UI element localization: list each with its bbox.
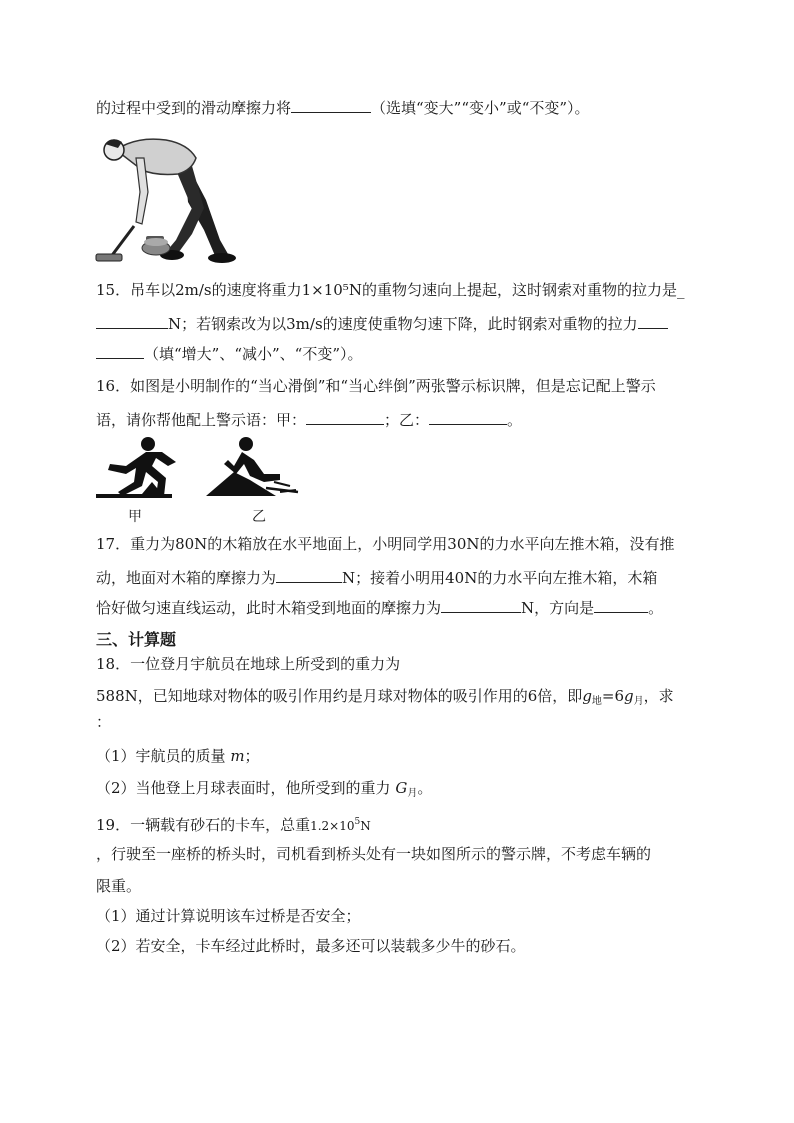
mass-symbol: m [230,747,245,765]
g-earth-symbol: g [582,687,592,705]
q17-line3-end: 。 [648,599,664,617]
q18-sub2 [96,778,432,804]
q15-answer-blank-1[interactable] [96,312,168,329]
q19-line1 [96,812,371,836]
q18-line2 [96,686,674,712]
q15-line2 [96,312,668,334]
q17-line1 [96,534,675,554]
q18-line2-end: ，求 [643,687,674,705]
q15-answer-blank-2b[interactable] [96,342,144,359]
curling-player-illustration [96,130,246,270]
q14-text-before: 的过程中受到的滑动摩擦力将 [96,99,292,117]
q19-line2-text: ，行驶至一座桥的桥头时，司机看到桥头处有一块如图所示的警示牌，不考虑车辆的 [96,845,652,863]
q19-sub2-text: （2）若安全，卡车经过此桥时，最多还可以装载多少牛的砂石。 [96,937,526,955]
q18-line3 [96,712,111,732]
q19-sub2 [96,936,526,956]
q14-answer-blank[interactable] [291,96,371,113]
q18-sub1-text: （1）宇航员的质量 [96,747,231,765]
q15-line1 [96,280,684,300]
q18-colon: ： [96,713,112,731]
section-title-calc: 三、计算题 [96,630,177,649]
q16-answer-blank-yi[interactable] [429,408,507,425]
q18-sub1-end: ； [244,747,260,765]
g-moon-symbol: g [624,687,634,705]
q19-sub1-text: （1）通过计算说明该车过桥是否安全； [96,907,361,925]
q17-answer-blank-3[interactable] [594,596,648,613]
q17-line3 [96,596,663,618]
g-earth-subscript: 地 [591,696,602,707]
q16-answer-blank-jia[interactable] [306,408,384,425]
q17-line3-text-b: N，方向是 [521,599,595,617]
q14-tail-line [96,96,590,118]
q18-sub1 [96,746,260,766]
q17-stem-text: 17．重力为80N的木箱放在水平地面上，小明同学用30N的力水平向左推木箱，没有推 [96,535,675,553]
q15-line2-text: N；若钢索改为以3m/s的速度使重物匀速下降，此时钢索对重物的拉力 [168,315,638,333]
q17-line2-text-b: N；接着小明用40N的力水平向左推木箱，木箱 [342,569,658,587]
q18-sub2-end: 。 [417,779,433,797]
q17-line2-text-a: 动，地面对木箱的摩擦力为 [96,569,277,587]
q18-line2-text: 588N，已知地球对物体的吸引作用约是月球对物体的吸引作用的6倍，即 [96,687,583,705]
q19-stem-text: 19．一辆载有砂石的卡车，总重 [96,816,311,834]
gravity-subscript: 月 [407,788,418,799]
g-moon-subscript: 月 [633,696,644,707]
q17-line3-text-a: 恰好做匀速直线运动，此时木箱受到地面的摩擦力为 [96,599,442,617]
q17-answer-blank-1[interactable] [276,566,342,583]
slip-warning-figure [96,436,182,498]
q16-end: 。 [507,411,523,429]
q14-text-after: （选填“变大”“变小”或“不变”）。 [371,99,590,117]
q19-line3 [96,876,141,896]
q15-stem-text: 15．吊车以2m/s的速度将重力1×10⁵N的重物匀速向上提起，这时钢索对重物的拉力是_ [96,281,685,299]
q18-line1 [96,654,400,674]
q18-stem-text: 18．一位登月宇航员在地球上所受到的重力为 [96,655,401,673]
q17-answer-blank-2[interactable] [441,596,521,613]
truck-weight-value: 1.2×10 [310,819,355,833]
caption-jia: 甲 [128,509,142,525]
caption-yi: 乙 [252,509,266,525]
q16-line2 [96,408,522,430]
q19-line2 [96,844,651,864]
q16-line1 [96,376,656,396]
q15-line3-text: （填“增大”、“减小”、“不变”）。 [144,345,363,363]
q18-sub2-text: （2）当他登上月球表面时，他所受到的重力 [96,779,396,797]
q15-answer-blank-2a[interactable] [638,312,668,329]
q18-equals-six: =6 [601,687,625,705]
q15-line3 [96,342,363,364]
q19-line3-text: 限重。 [96,877,142,895]
trip-warning-figure [206,436,302,498]
q19-sub1 [96,906,361,926]
q16-prompt-jia: 语，请你帮他配上警示语：甲： [96,411,307,429]
q17-line2 [96,566,657,588]
q16-prompt-yi: ；乙： [384,411,430,429]
gravity-symbol: G [395,779,408,797]
truck-weight-unit: N [360,819,371,833]
q16-stem-text: 16．如图是小明制作的“当心滑倒”和“当心绊倒”两张警示标识牌，但是忘记配上警示 [96,377,656,395]
truck-weight-exponent: 5 [354,817,361,827]
